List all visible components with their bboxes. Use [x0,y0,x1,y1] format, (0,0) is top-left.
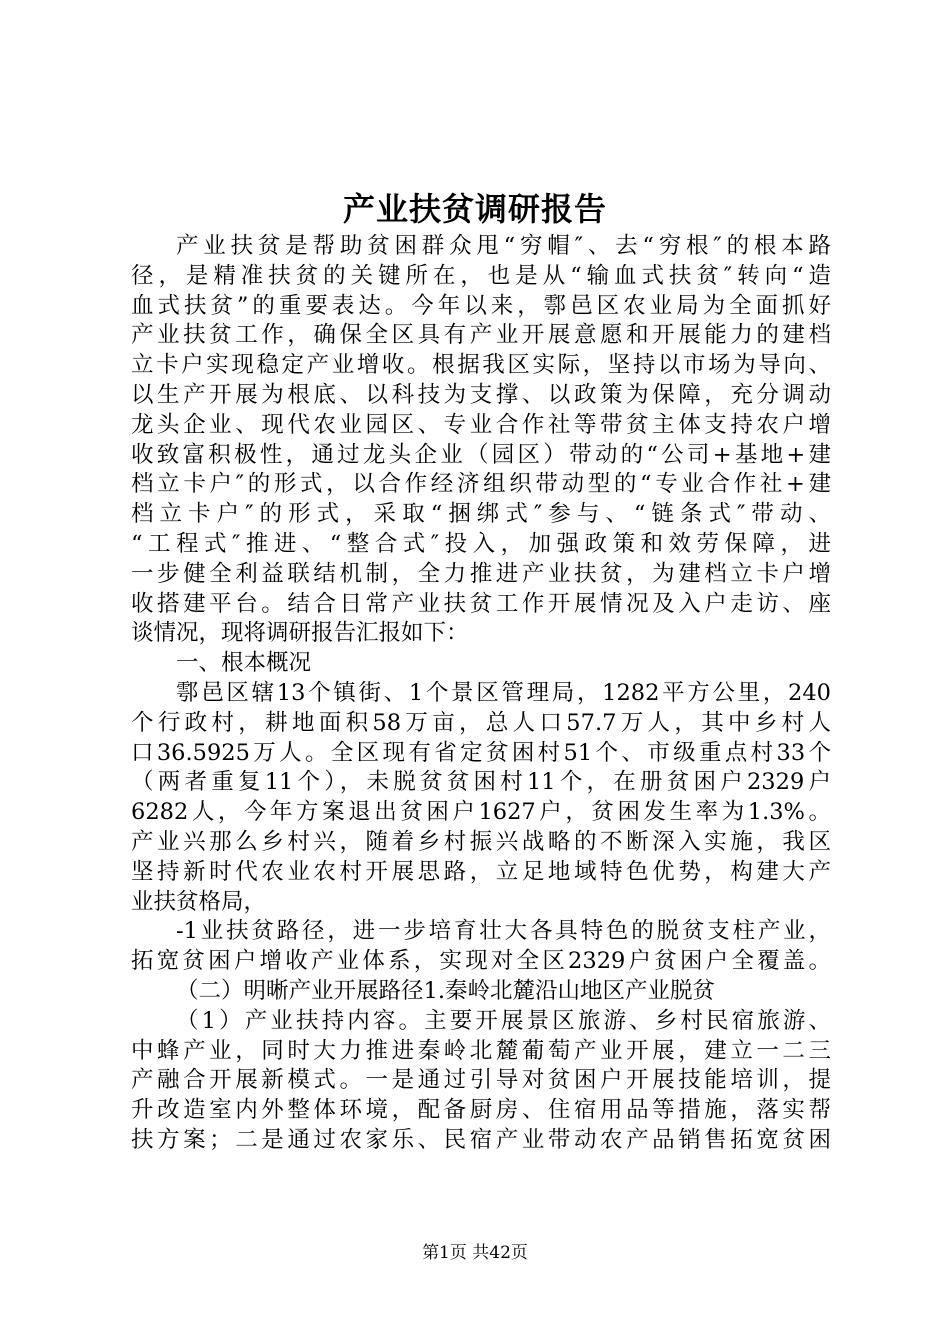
text-line: 个行政村，耕地面积58万亩，总人口57.7万人，其中乡村人 [131,709,831,736]
text-line: 径，是精准扶贫的关键所在，也是从“输血式扶贫″转向“造 [131,262,831,289]
text-line: 收致富积极性，通过龙头企业（园区）带动的“公司+基地+建 [131,441,831,468]
text-line: 鄠邑区辖13个镇街、1个景区管理局，1282平方公里，240 [176,679,831,706]
section-heading: 一、根本概况 [176,650,312,677]
text-line: -1业扶贫路径，进一步培育壮大各具特色的脱贫支柱产业， [176,918,831,945]
text-line: 产融合开展新模式。一是通过引导对贫困户开展技能培训，提 [131,1067,831,1094]
text-line: 一步健全利益联结机制，全力推进产业扶贫，为建档立卡户增 [131,560,831,587]
text-line: 产业扶贫是帮助贫困群众甩“穷帽″、去“穷根″的根本路 [176,233,831,259]
text-line: 坚持新时代农业农村开展思路，立足地域特色优势，构建大产 [131,858,831,885]
text-line: 立卡户实现稳定产业增收。根据我区实际，坚持以市场为导向、 [131,352,831,379]
text-line: 扶方案；二是通过农家乐、民宿产业带动农产品销售拓宽贫困 [131,1126,831,1153]
text-line: 口36.5925万人。全区现有省定贫困村51个、市级重点村33个 [131,739,831,766]
text-line: 产业兴那么乡村兴，随着乡村振兴战略的不断深入实施，我区 [131,828,831,855]
text-line: 档立卡户″的形式，采取“捆绑式″参与、“链条式″带动、 [131,501,831,528]
section-heading: （二）明晰产业开展路径1.秦岭北麓沿山地区产业脱贫 [176,977,715,1004]
text-line: 龙头企业、现代农业园区、专业合作社等带贫主体支持农户增 [131,411,831,438]
text-line: “工程式″推进、“整合式″投入，加强政策和效劳保障，进 [131,530,831,557]
text-line: 档立卡户″的形式，以合作经济组织带动型的“专业合作社+建 [131,471,831,498]
document-title: 产业扶贫调研报告 [342,190,607,228]
text-line: 中蜂产业，同时大力推进秦岭北麓葡萄产业开展，建立一二三 [131,1037,831,1064]
text-line: 以生产开展为根底、以科技为支撑、以政策为保障，充分调动 [131,381,831,408]
page-number: 第1页 共42页 [422,1243,528,1263]
text-line: 拓宽贫困户增收产业体系，实现对全区2329户贫困户全覆盖。 [131,948,831,975]
text-line: 产业扶贫工作，确保全区具有产业开展意愿和开展能力的建档 [131,322,831,349]
text-line: 业扶贫格局， [131,888,267,915]
text-line: 6282人，今年方案退出贫困户1627户，贫困发生率为1.3%。 [131,799,831,826]
text-line: 血式扶贫”的重要表达。今年以来，鄠邑区农业局为全面抓好 [131,292,831,319]
document-body [131,232,831,1156]
text-line: 升改造室内外整体环境，配备厨房、住宿用品等措施，落实帮 [131,1097,831,1124]
text-line: （两者重复11个），未脱贫贫困村11个，在册贫困户2329户 [131,769,831,796]
text-line: 收搭建平台。结合日常产业扶贫工作开展情况及入户走访、座 [131,590,831,617]
text-line: 谈情况，现将调研报告汇报如下： [131,620,469,647]
text-line: （1）产业扶持内容。主要开展景区旅游、乡村民宿旅游、 [176,1007,831,1034]
